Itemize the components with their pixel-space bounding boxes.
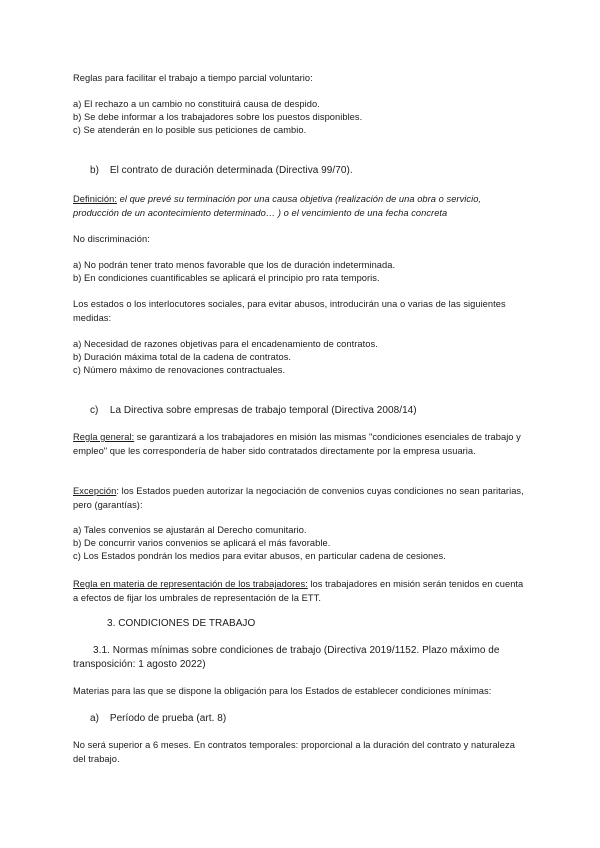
list-item: b) Duración máxima total de la cadena de contratos.	[73, 352, 292, 362]
section-heading-a	[90, 712, 545, 726]
section-marker: c)	[90, 405, 99, 416]
section-heading-c	[90, 404, 545, 418]
definition-paragraph	[73, 193, 528, 220]
section-marker: a)	[90, 713, 99, 724]
definition-label: Definición:	[73, 194, 117, 204]
excepcion-paragraph	[73, 485, 528, 512]
section-31-heading: 3.1. Normas mínimas sobre condiciones de trabajo (Directiva 2019/1152. Plazo máximo de transposición: 1 agosto 2022)	[73, 645, 500, 670]
list-item: b) De concurrir varios convenios se aplicará el más favorable.	[73, 538, 331, 548]
section-marker: b)	[90, 165, 99, 176]
list-item: b) En condiciones cuantificables se aplicará el principio pro rata temporis.	[73, 273, 380, 283]
regla-general-label: Regla general:	[73, 432, 135, 442]
list-item: c) Los Estados pondrán los medios para evitar abusos, en particular cadena de cesiones.	[73, 551, 446, 561]
estados-paragraph: Los estados o los interlocutores sociales, para evitar abusos, introducirán una o varias de las siguientes medidas:	[73, 299, 506, 323]
list-item: a) Necesidad de razones objetivas para el encadenamiento de contratos.	[73, 339, 378, 349]
representacion-text: los trabajadores en misión serán tenidos en cuenta a efectos de fijar los umbrales de representación de la ETT.	[73, 579, 524, 603]
section-3-heading: 3. CONDICIONES DE TRABAJO	[107, 618, 256, 629]
section-heading-b	[90, 164, 545, 178]
list-item: c) Se atenderán en lo posible sus peticiones de cambio.	[73, 125, 307, 135]
excepcion-text: : los Estados pueden autorizar la negociación de convenios cuyas condiciones no sean paritarias, pero (garantías):	[73, 486, 524, 510]
section-title: La Directiva sobre empresas de trabajo temporal (Directiva 2008/14)	[109, 405, 417, 416]
section-title: Período de prueba (art. 8)	[109, 713, 227, 724]
representacion-paragraph	[73, 578, 528, 605]
regla-general-text: se garantizará a los trabajadores en misión las mismas "condiciones esenciales de trabajo y empleo" que les correspondería de haber sido contratados directamente por la empresa usuaria.	[73, 432, 521, 456]
representacion-label: Regla en materia de representación de los trabajadores:	[73, 579, 308, 589]
definition-text: el que prevé su terminación por una causa objetiva (realización de una obra o servicio, producción de un acontecimiento determinado… ) o el vencimiento de una fecha concreta	[73, 194, 482, 218]
section-title: El contrato de duración determinada (Directiva 99/70).	[109, 165, 353, 176]
periodo-paragraph: No será superior a 6 meses. En contratos temporales: proporcional a la duración del contrato y naturaleza del trabajo.	[73, 740, 515, 764]
intro-text: Reglas para facilitar el trabajo a tiempo parcial voluntario:	[73, 73, 313, 83]
excepcion-label: Excepción	[73, 486, 117, 496]
list-item: a) El rechazo a un cambio no constituirá causa de despido.	[73, 99, 320, 109]
list-item: a) No podrán tener trato menos favorable que los de duración indeterminada.	[73, 260, 396, 270]
materias-paragraph: Materias para las que se dispone la obligación para los Estados de establecer condiciones mínimas:	[73, 686, 492, 696]
list-item: a) Tales convenios se ajustarán al Derecho comunitario.	[73, 525, 307, 535]
list-item: c) Número máximo de renovaciones contractuales.	[73, 365, 286, 375]
list-item: b) Se debe informar a los trabajadores sobre los puestos disponibles.	[73, 112, 363, 122]
no-discrimination-label: No discriminación:	[73, 234, 150, 244]
regla-general-paragraph	[73, 431, 528, 458]
